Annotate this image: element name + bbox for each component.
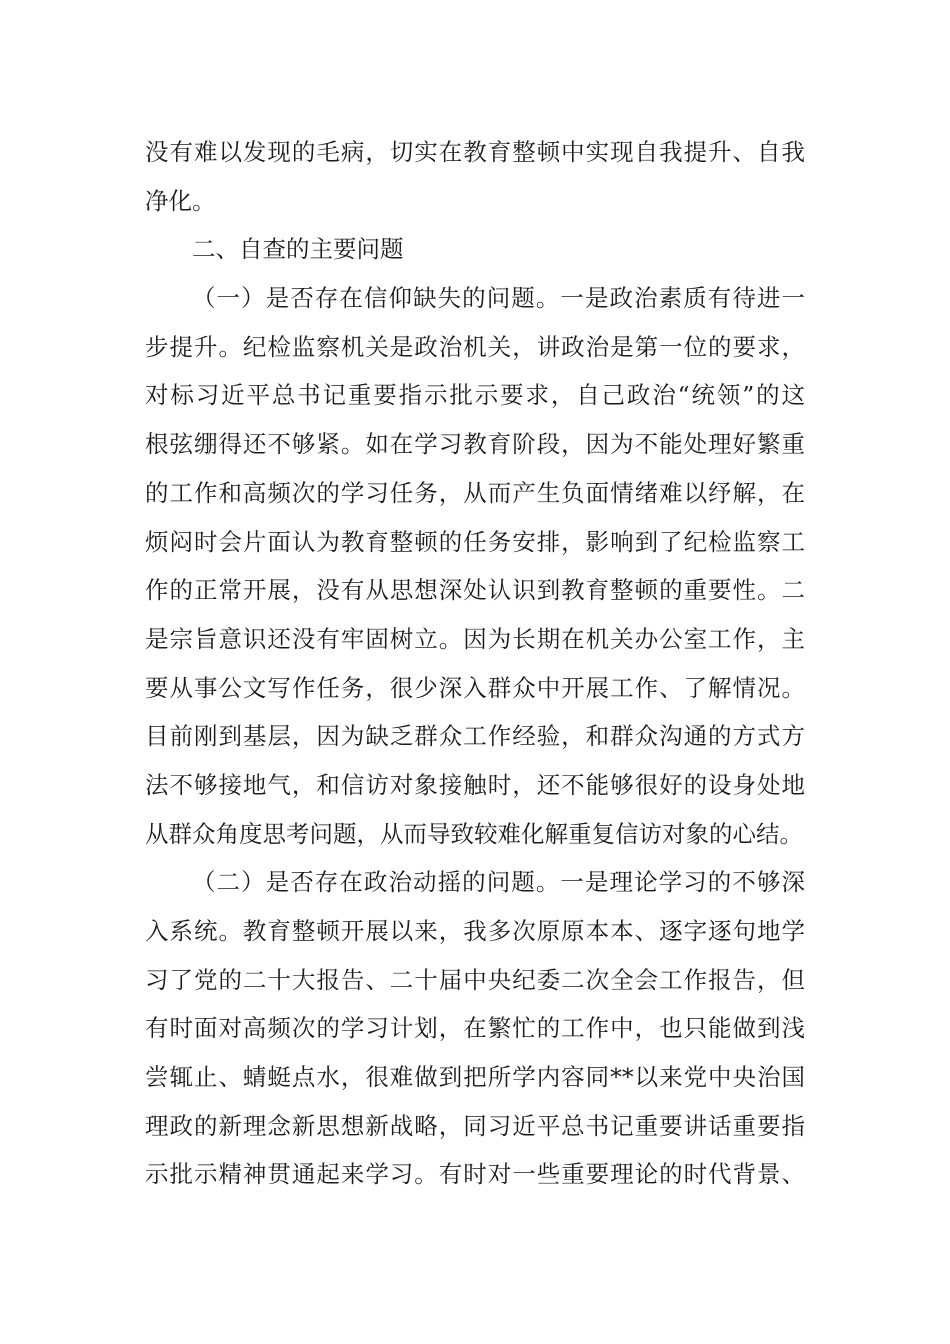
document-line: 的工作和高频次的学习任务，从而产生负面情绪难以纾解，在 bbox=[145, 478, 805, 507]
document-line: 有时面对高频次的学习计划，在繁忙的工作中，也只能做到浅 bbox=[145, 1014, 805, 1043]
document-line: 是宗旨意识还没有牢固树立。因为长期在机关办公室工作，主 bbox=[145, 624, 805, 653]
document-line: 二、自查的主要问题 bbox=[192, 235, 404, 264]
document-body bbox=[145, 128, 805, 1199]
document-line: 作的正常开展，没有从思想深处认识到教育整顿的重要性。二 bbox=[145, 576, 805, 605]
document-line: 烦闷时会片面认为教育整顿的任务安排，影响到了纪检监察工 bbox=[145, 527, 805, 556]
document-line: 步提升。纪检监察机关是政治机关，讲政治是第一位的要求， bbox=[145, 332, 805, 361]
document-line: （二）是否存在政治动摇的问题。一是理论学习的不够深 bbox=[192, 868, 805, 897]
document-line: 尝辄止、蜻蜓点水，很难做到把所学内容同**以来党中央治国 bbox=[145, 1063, 805, 1092]
document-line: 入系统。教育整顿开展以来，我多次原原本本、逐字逐句地学 bbox=[145, 917, 805, 945]
document-line: 净化。 bbox=[145, 186, 216, 215]
document-line: （一）是否存在信仰缺失的问题。一是政治素质有待进一 bbox=[192, 284, 805, 313]
document-line: 从群众角度思考问题，从而导致较难化解重复信访对象的心结。 bbox=[145, 819, 803, 848]
document-line: 目前刚到基层，因为缺乏群众工作经验，和群众沟通的方式方 bbox=[145, 722, 805, 751]
document-line: 理政的新理念新思想新战略，同习近平总书记重要讲话重要指 bbox=[145, 1111, 805, 1140]
document-line: 没有难以发现的毛病，切实在教育整顿中实现自我提升、自我 bbox=[145, 138, 805, 166]
document-line: 习了党的二十大报告、二十届中央纪委二次全会工作报告，但 bbox=[145, 965, 805, 994]
document-line: 根弦绷得还不够紧。如在学习教育阶段，因为不能处理好繁重 bbox=[145, 430, 805, 459]
document-line: 要从事公文写作任务，很少深入群众中开展工作、了解情况。 bbox=[145, 673, 805, 702]
document-line: 对标习近平总书记重要指示批示要求，自己政治“统领”的这 bbox=[145, 381, 805, 410]
document-line: 示批示精神贯通起来学习。有时对一些重要理论的时代背景、 bbox=[145, 1160, 805, 1189]
document-line: 法不够接地气，和信访对象接触时，还不能够很好的设身处地 bbox=[145, 770, 805, 799]
